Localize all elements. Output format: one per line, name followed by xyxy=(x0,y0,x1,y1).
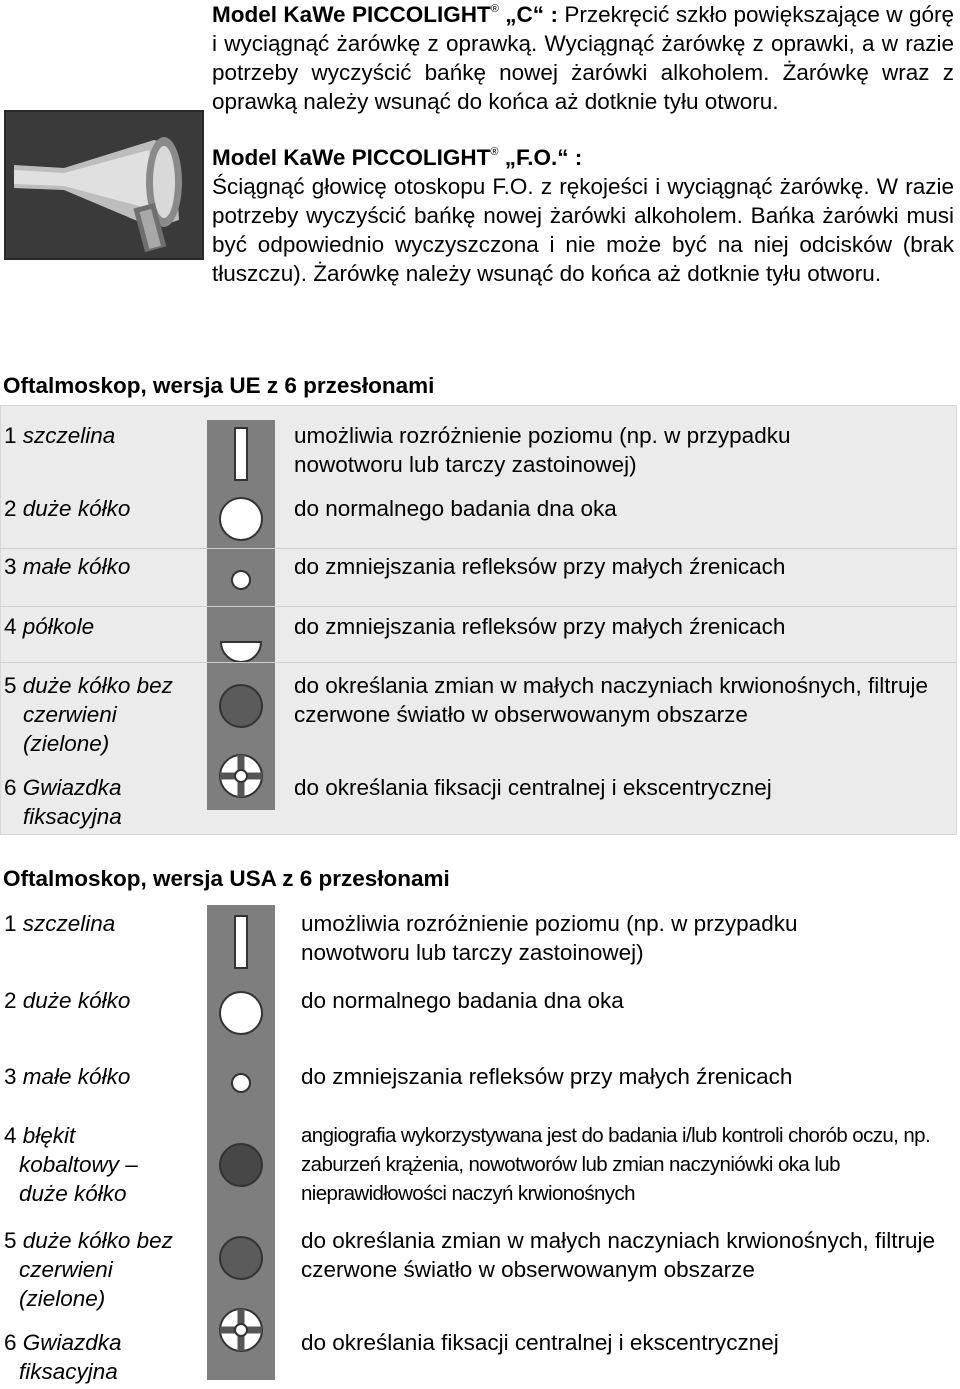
usa-row-label: 6 Gwiazdka fiksacyjna xyxy=(4,1330,122,1384)
eu-row-label: 3 małe kółko xyxy=(4,554,131,579)
half-circle-icon xyxy=(207,606,275,662)
usa-row-description: umożliwia rozróżnienie poziomu (np. w przypadku nowotworu lub tarczy zastoinowej) xyxy=(301,911,798,965)
usa-row-label: 1 szczelina xyxy=(4,911,116,936)
usa-row-description: do zmniejszania refleksów przy małych źrenicach xyxy=(301,1064,793,1089)
eu-row-description: umożliwia rozróżnienie poziomu (np. w przypadku nowotworu lub tarczy zastoinowej) xyxy=(294,423,791,477)
model-c-title: Model KaWe PICCOLIGHT xyxy=(212,2,491,27)
usa-row-description: angiografia wykorzystywana jest do badania i/lub kontroli chorób oczu, np. zaburzeń krążenia, nowotworów lub zmian naczyniówki oka lub nieprawidłowości naczyń krwionośnych xyxy=(301,1124,931,1205)
usa-row-label: 4 błękit kobaltowy – duże kółko xyxy=(4,1123,138,1206)
usa-row-description: do określania zmian w małych naczyniach krwionośnych, filtruje czerwone światło w obserwowanym obszarze xyxy=(301,1228,936,1282)
usa-row-description: do określania fiksacji centralnej i ekscentrycznej xyxy=(301,1330,779,1355)
cobalt-blue-circle-icon xyxy=(207,1113,275,1211)
registered-mark: ® xyxy=(490,146,499,158)
divider xyxy=(0,662,957,663)
red-free-circle-icon xyxy=(207,1211,275,1301)
usa-row-description: do normalnego badania dna oka xyxy=(301,988,624,1013)
eu-row-label: 6 Gwiazdka fiksacyjna xyxy=(4,775,122,829)
model-fo-title: Model KaWe PICCOLIGHT xyxy=(212,145,491,170)
model-c-name: „C“ : xyxy=(498,2,558,27)
slit-icon xyxy=(207,420,275,488)
eu-row-label: 1 szczelina xyxy=(4,423,116,448)
eu-section-title: Oftalmoskop, wersja UE z 6 przesłonami xyxy=(3,373,435,398)
usa-row-label: 3 małe kółko xyxy=(4,1064,131,1089)
eu-row-label: 4 półkole xyxy=(4,614,95,639)
usa-section-title: Oftalmoskop, wersja USA z 6 przesłonami xyxy=(3,866,450,891)
eu-row-description: do zmniejszania refleksów przy małych źrenicach xyxy=(294,554,786,579)
model-c-paragraph xyxy=(212,0,954,116)
eu-row-description: do normalnego badania dna oka xyxy=(294,496,617,521)
fixation-star-icon xyxy=(207,1301,275,1380)
registered-mark: ® xyxy=(490,3,499,15)
usa-row-label: 5 duże kółko bez czerwieni (zielone) xyxy=(4,1228,173,1311)
intro-text xyxy=(212,0,954,288)
model-fo-name: „F.O.“ : xyxy=(498,145,583,170)
small-circle-icon xyxy=(207,548,275,606)
small-circle-icon xyxy=(207,1055,275,1113)
eu-row-description: do zmniejszania refleksów przy małych źrenicach xyxy=(294,614,786,639)
eu-row-description: do określania fiksacji centralnej i ekscentrycznej xyxy=(294,775,772,800)
large-circle-icon xyxy=(207,488,275,548)
eu-row-label: 5 duże kółko bez czerwieni (zielone) xyxy=(4,673,173,756)
model-fo-instructions: Ściągnąć głowicę otoskopu F.O. z rękojeści i wyciągnąć żarówkę. W razie potrzeby wyczyścić bańkę nowej żarówki alkoholem. Bańka żarówki musi być odpowiednio wyczyszczona i nie może być na niej odcisków (brak tłuszczu). Żarówkę należy wsunąć do końca aż dotknie tyłu otworu. xyxy=(212,174,954,286)
model-c-instructions: Przekręcić szkło powiększające w górę i wyciągnąć żarówkę z oprawką. Wyciągnąć żarówkę z oprawki, a w razie potrzeby wyczyścić bańkę nowej żarówki alkoholem. Żarówkę wraz z oprawką należy wsunąć do końca aż dotknie tyłu otworu. xyxy=(212,2,954,114)
model-fo-heading xyxy=(212,143,954,172)
otoscope-illustration xyxy=(4,110,204,260)
red-free-circle-icon xyxy=(207,662,275,748)
fixation-star-icon xyxy=(207,748,275,810)
divider xyxy=(0,606,957,607)
large-circle-icon xyxy=(207,977,275,1055)
divider xyxy=(0,548,957,549)
eu-row-description: do określania zmian w małych naczyniach krwionośnych, filtruje czerwone światło w obserwowanym obszarze xyxy=(294,673,929,727)
eu-row-label: 2 duże kółko xyxy=(4,496,131,521)
slit-icon xyxy=(207,905,275,977)
usa-row-label: 2 duże kółko xyxy=(4,988,131,1013)
